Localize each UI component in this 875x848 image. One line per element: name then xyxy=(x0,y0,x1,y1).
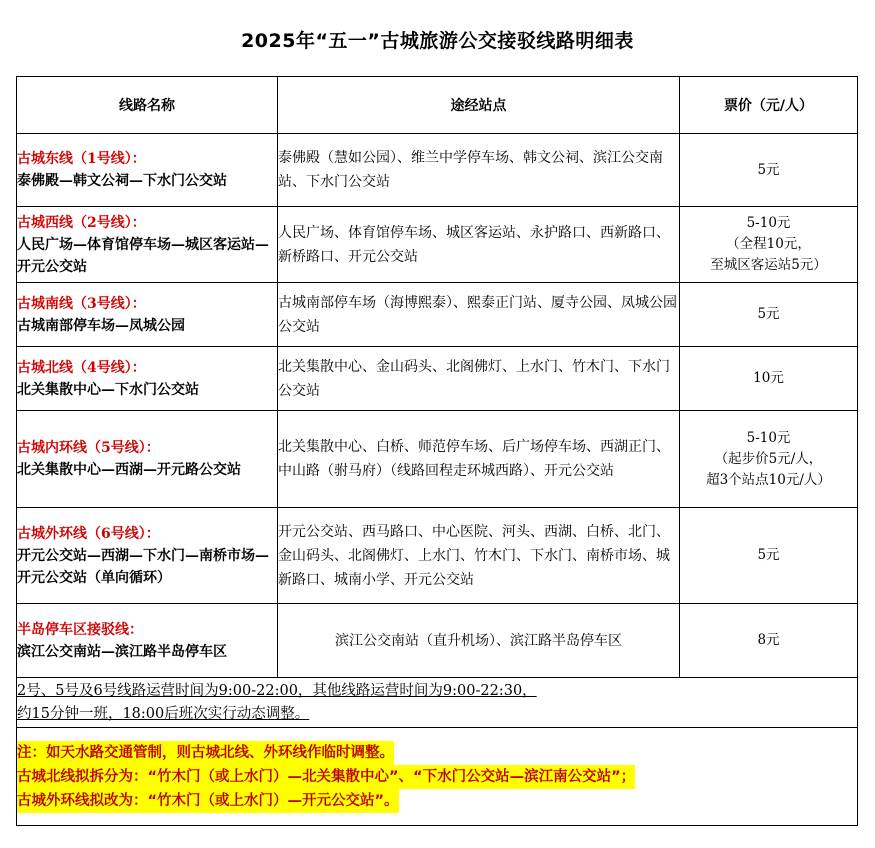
route-name-cell xyxy=(17,604,278,678)
schedule-line: 2号、5号及6号线路运营时间为9:00-22:00，其他线路运营时间为9:00-22:30， xyxy=(17,682,537,699)
route-label: 古城南线（3号线）： xyxy=(17,295,146,312)
route-price: 5元 xyxy=(680,508,858,604)
table-row xyxy=(17,134,858,207)
route-path: 滨江公交南站—滨江路半岛停车区 xyxy=(17,643,227,660)
route-path: 北关集散中心—下水门公交站 xyxy=(17,381,199,398)
route-path: 人民广场—体育馆停车场—城区客运站—开元公交站 xyxy=(17,236,269,275)
route-name-cell xyxy=(17,347,278,411)
route-stops: 滨江公交南站（直升机场）、滨江路半岛停车区 xyxy=(278,604,680,678)
route-stops: 人民广场、体育馆停车场、城区客运站、永护路口、西新路口、新桥路口、开元公交站 xyxy=(278,207,680,283)
route-price: 5元 xyxy=(680,283,858,347)
notice-box xyxy=(17,728,858,826)
route-label: 古城内环线（5号线）： xyxy=(17,440,160,456)
route-price: 8元 xyxy=(680,604,858,678)
route-label: 古城外环线（6号线）： xyxy=(17,525,160,542)
header-stops: 途经站点 xyxy=(278,77,680,134)
route-name-cell xyxy=(17,411,278,508)
table-row xyxy=(17,347,858,411)
route-stops: 北关集散中心、白桥、师范停车场、后广场停车场、西湖正门、中山路（驸马府）（线路回程走环城西路）、开元公交站 xyxy=(278,411,680,508)
table-row xyxy=(17,604,858,678)
page-title: 2025年“五一”古城旅游公交接驳线路明细表 xyxy=(241,30,634,52)
header-price: 票价（元/人） xyxy=(680,77,858,134)
route-price: 10元 xyxy=(680,347,858,411)
schedule-row xyxy=(17,678,858,728)
route-stops: 开元公交站、西马路口、中心医院、河头、西湖、白桥、北门、金山码头、北阁佛灯、上水门、竹木门、下水门、南桥市场、城新路口、城南小学、开元公交站 xyxy=(278,508,680,604)
table-row xyxy=(17,411,858,508)
notice-line: 古城外环线拟改为：“竹木门（或上水门）—开元公交站”。 xyxy=(17,789,399,813)
notice-line: 注：如天水路交通管制，则古城北线、外环线作临时调整。 xyxy=(17,741,394,765)
route-label: 古城东线（1号线）： xyxy=(17,151,146,167)
route-table xyxy=(16,76,858,826)
route-name-cell xyxy=(17,283,278,347)
route-path: 北关集散中心—西湖—开元路公交站 xyxy=(17,462,241,478)
schedule-note xyxy=(17,678,858,728)
route-stops: 泰佛殿（慧如公园）、维兰中学停车场、韩文公祠、滨江公交南站、下水门公交站 xyxy=(278,134,680,207)
route-path: 开元公交站—西湖—下水门—南桥市场—开元公交站（单向循环） xyxy=(17,547,269,586)
route-label: 半岛停车区接驳线： xyxy=(17,621,143,638)
notice-row xyxy=(17,728,858,826)
route-path: 泰佛殿—韩文公祠—下水门公交站 xyxy=(17,173,227,189)
route-label: 古城北线（4号线）： xyxy=(17,359,146,376)
table-row xyxy=(17,283,858,347)
route-label: 古城西线（2号线）： xyxy=(17,214,146,231)
table-header-row xyxy=(17,77,858,134)
route-price: 5-10元 （起步价5元/人， 超3个站点10元/人） xyxy=(680,411,858,508)
notice-line: 古城北线拟拆分为：“竹木门（或上水门）—北关集散中心”、“下水门公交站—滨江南公交站”； xyxy=(17,765,635,789)
table-row xyxy=(17,508,858,604)
table-row xyxy=(17,207,858,283)
route-name-cell xyxy=(17,134,278,207)
route-stops: 北关集散中心、金山码头、北阁佛灯、上水门、竹木门、下水门公交站 xyxy=(278,347,680,411)
route-name-cell xyxy=(17,508,278,604)
route-stops: 古城南部停车场（海博熙泰）、熙泰正门站、厦寺公园、凤城公园公交站 xyxy=(278,283,680,347)
schedule-line: 约15分钟一班，18:00后班次实行动态调整。 xyxy=(17,705,310,722)
route-price: 5元 xyxy=(680,134,858,207)
header-route-name: 线路名称 xyxy=(17,77,278,134)
route-path: 古城南部停车场—凤城公园 xyxy=(17,317,185,334)
route-price: 5-10元 （全程10元， 至城区客运站5元） xyxy=(680,207,858,283)
route-name-cell xyxy=(17,207,278,283)
